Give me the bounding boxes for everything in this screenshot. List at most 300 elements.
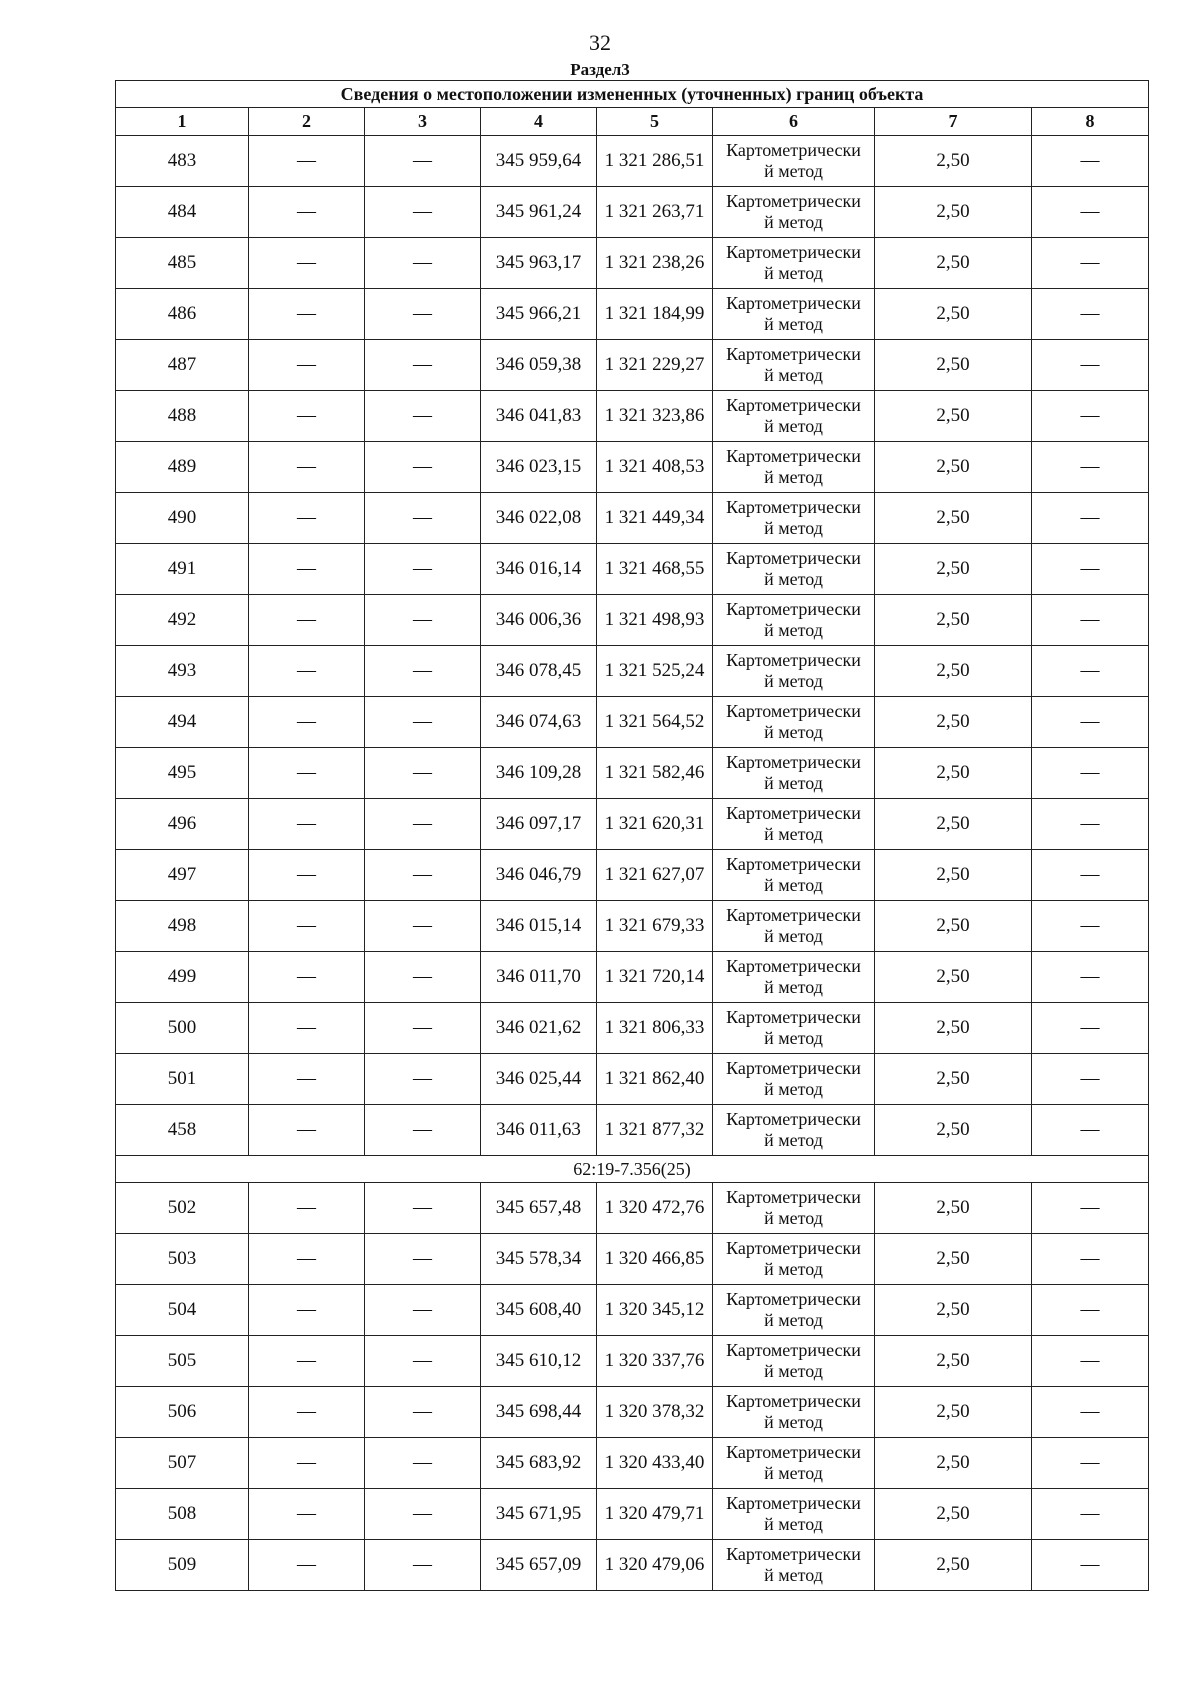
accuracy-cell: 2,50 xyxy=(875,646,1032,697)
point-number-cell: 484 xyxy=(116,187,249,238)
x-coordinate-cell: 346 046,79 xyxy=(481,850,597,901)
y-coordinate-cell: 1 321 229,27 xyxy=(597,340,713,391)
table-row xyxy=(116,1285,1149,1336)
table-row xyxy=(116,238,1149,289)
dash-cell: — xyxy=(365,1183,481,1234)
method-line1: Картометрически xyxy=(726,1442,861,1462)
y-coordinate-cell: 1 321 582,46 xyxy=(597,748,713,799)
dash-cell: — xyxy=(365,595,481,646)
method-cell xyxy=(713,697,875,748)
accuracy-cell: 2,50 xyxy=(875,1438,1032,1489)
accuracy-cell: 2,50 xyxy=(875,187,1032,238)
accuracy-cell: 2,50 xyxy=(875,340,1032,391)
point-number-cell: 493 xyxy=(116,646,249,697)
dash-cell: — xyxy=(365,1003,481,1054)
method-line2: й метод xyxy=(764,1463,823,1483)
method-line1: Картометрически xyxy=(726,497,861,517)
point-number-cell: 506 xyxy=(116,1387,249,1438)
method-line2: й метод xyxy=(764,1361,823,1381)
method-line2: й метод xyxy=(764,1028,823,1048)
method-cell xyxy=(713,1387,875,1438)
column-header: 2 xyxy=(249,108,365,136)
point-number-cell: 503 xyxy=(116,1234,249,1285)
method-cell xyxy=(713,1489,875,1540)
dash-cell: — xyxy=(249,1438,365,1489)
table-row xyxy=(116,1234,1149,1285)
dash-cell: — xyxy=(249,1489,365,1540)
dash-cell: — xyxy=(249,901,365,952)
x-coordinate-cell: 346 015,14 xyxy=(481,901,597,952)
dash-cell: — xyxy=(249,1183,365,1234)
y-coordinate-cell: 1 321 862,40 xyxy=(597,1054,713,1105)
table-row xyxy=(116,136,1149,187)
table-row xyxy=(116,748,1149,799)
accuracy-cell: 2,50 xyxy=(875,1183,1032,1234)
accuracy-cell: 2,50 xyxy=(875,697,1032,748)
dash-cell: — xyxy=(249,697,365,748)
y-coordinate-cell: 1 321 679,33 xyxy=(597,901,713,952)
boundary-points-table xyxy=(115,80,1149,1591)
dash-cell: — xyxy=(1032,748,1149,799)
accuracy-cell: 2,50 xyxy=(875,544,1032,595)
method-line2: й метод xyxy=(764,365,823,385)
x-coordinate-cell: 346 025,44 xyxy=(481,1054,597,1105)
table-caption-row xyxy=(116,81,1149,108)
x-coordinate-cell: 345 683,92 xyxy=(481,1438,597,1489)
method-line1: Картометрически xyxy=(726,140,861,160)
method-cell xyxy=(713,136,875,187)
table-row xyxy=(116,799,1149,850)
column-header: 3 xyxy=(365,108,481,136)
dash-cell: — xyxy=(365,136,481,187)
x-coordinate-cell: 345 610,12 xyxy=(481,1336,597,1387)
point-number-cell: 497 xyxy=(116,850,249,901)
point-number-cell: 498 xyxy=(116,901,249,952)
point-number-cell: 491 xyxy=(116,544,249,595)
dash-cell: — xyxy=(365,646,481,697)
point-number-cell: 505 xyxy=(116,1336,249,1387)
y-coordinate-cell: 1 321 564,52 xyxy=(597,697,713,748)
table-row xyxy=(116,544,1149,595)
table-row xyxy=(116,850,1149,901)
accuracy-cell: 2,50 xyxy=(875,136,1032,187)
dash-cell: — xyxy=(249,1336,365,1387)
table-row xyxy=(116,1003,1149,1054)
method-cell xyxy=(713,799,875,850)
dash-cell: — xyxy=(1032,952,1149,1003)
x-coordinate-cell: 346 011,70 xyxy=(481,952,597,1003)
method-line2: й метод xyxy=(764,467,823,487)
y-coordinate-cell: 1 321 620,31 xyxy=(597,799,713,850)
method-cell xyxy=(713,391,875,442)
method-line2: й метод xyxy=(764,824,823,844)
x-coordinate-cell: 346 078,45 xyxy=(481,646,597,697)
dash-cell: — xyxy=(365,1336,481,1387)
table-row xyxy=(116,646,1149,697)
dash-cell: — xyxy=(249,1234,365,1285)
dash-cell: — xyxy=(249,799,365,850)
dash-cell: — xyxy=(365,901,481,952)
method-line1: Картометрически xyxy=(726,1340,861,1360)
method-line2: й метод xyxy=(764,263,823,283)
point-number-cell: 499 xyxy=(116,952,249,1003)
method-line2: й метод xyxy=(764,1565,823,1585)
dash-cell: — xyxy=(365,1054,481,1105)
dash-cell: — xyxy=(1032,1285,1149,1336)
table-row xyxy=(116,1183,1149,1234)
dash-cell: — xyxy=(1032,1438,1149,1489)
x-coordinate-cell: 345 698,44 xyxy=(481,1387,597,1438)
method-cell xyxy=(713,1438,875,1489)
x-coordinate-cell: 345 963,17 xyxy=(481,238,597,289)
y-coordinate-cell: 1 321 627,07 xyxy=(597,850,713,901)
accuracy-cell: 2,50 xyxy=(875,952,1032,1003)
method-line2: й метод xyxy=(764,1079,823,1099)
table-row xyxy=(116,1387,1149,1438)
dash-cell: — xyxy=(365,187,481,238)
dash-cell: — xyxy=(1032,1105,1149,1156)
dash-cell: — xyxy=(365,952,481,1003)
point-number-cell: 486 xyxy=(116,289,249,340)
dash-cell: — xyxy=(1032,646,1149,697)
column-header: 8 xyxy=(1032,108,1149,136)
table-row xyxy=(116,952,1149,1003)
dash-cell: — xyxy=(365,1105,481,1156)
dash-cell: — xyxy=(249,544,365,595)
dash-cell: — xyxy=(249,340,365,391)
method-cell xyxy=(713,901,875,952)
method-cell xyxy=(713,1336,875,1387)
method-cell xyxy=(713,289,875,340)
block2-header xyxy=(116,1156,1149,1183)
y-coordinate-cell: 1 321 806,33 xyxy=(597,1003,713,1054)
point-number-cell: 490 xyxy=(116,493,249,544)
table-row xyxy=(116,289,1149,340)
x-coordinate-cell: 346 097,17 xyxy=(481,799,597,850)
table-row xyxy=(116,391,1149,442)
method-cell xyxy=(713,952,875,1003)
method-line2: й метод xyxy=(764,977,823,997)
method-line1: Картометрически xyxy=(726,446,861,466)
dash-cell: — xyxy=(365,493,481,544)
method-line1: Картометрически xyxy=(726,1238,861,1258)
dash-cell: — xyxy=(249,1003,365,1054)
y-coordinate-cell: 1 321 323,86 xyxy=(597,391,713,442)
x-coordinate-cell: 345 657,09 xyxy=(481,1540,597,1591)
method-cell xyxy=(713,187,875,238)
accuracy-cell: 2,50 xyxy=(875,850,1032,901)
table-row xyxy=(116,1336,1149,1387)
dash-cell: — xyxy=(1032,442,1149,493)
method-line1: Картометрически xyxy=(726,395,861,415)
method-line2: й метод xyxy=(764,518,823,538)
x-coordinate-cell: 346 021,62 xyxy=(481,1003,597,1054)
dash-cell: — xyxy=(249,646,365,697)
dash-cell: — xyxy=(1032,544,1149,595)
y-coordinate-cell: 1 321 720,14 xyxy=(597,952,713,1003)
method-line2: й метод xyxy=(764,620,823,640)
dash-cell: — xyxy=(365,1285,481,1336)
x-coordinate-cell: 346 041,83 xyxy=(481,391,597,442)
dash-cell: — xyxy=(365,748,481,799)
dash-cell: — xyxy=(249,493,365,544)
method-line1: Картометрически xyxy=(726,548,861,568)
y-coordinate-cell: 1 320 479,71 xyxy=(597,1489,713,1540)
dash-cell: — xyxy=(249,1105,365,1156)
dash-cell: — xyxy=(249,238,365,289)
point-number-cell: 496 xyxy=(116,799,249,850)
accuracy-cell: 2,50 xyxy=(875,1387,1032,1438)
dash-cell: — xyxy=(365,697,481,748)
dash-cell: — xyxy=(365,289,481,340)
method-cell xyxy=(713,595,875,646)
column-header: 5 xyxy=(597,108,713,136)
point-number-cell: 494 xyxy=(116,697,249,748)
y-coordinate-cell: 1 321 286,51 xyxy=(597,136,713,187)
dash-cell: — xyxy=(249,1054,365,1105)
accuracy-cell: 2,50 xyxy=(875,901,1032,952)
method-line2: й метод xyxy=(764,1259,823,1279)
y-coordinate-cell: 1 320 378,32 xyxy=(597,1387,713,1438)
point-number-cell: 489 xyxy=(116,442,249,493)
x-coordinate-cell: 345 959,64 xyxy=(481,136,597,187)
y-coordinate-cell: 1 321 877,32 xyxy=(597,1105,713,1156)
method-line1: Картометрически xyxy=(726,1391,861,1411)
point-number-cell: 487 xyxy=(116,340,249,391)
dash-cell: — xyxy=(365,799,481,850)
method-line2: й метод xyxy=(764,161,823,181)
method-cell xyxy=(713,442,875,493)
dash-cell: — xyxy=(1032,289,1149,340)
dash-cell: — xyxy=(1032,901,1149,952)
method-cell xyxy=(713,1183,875,1234)
accuracy-cell: 2,50 xyxy=(875,493,1032,544)
method-line1: Картометрически xyxy=(726,1493,861,1513)
x-coordinate-cell: 345 657,48 xyxy=(481,1183,597,1234)
point-number-cell: 501 xyxy=(116,1054,249,1105)
dash-cell: — xyxy=(365,544,481,595)
accuracy-cell: 2,50 xyxy=(875,1234,1032,1285)
method-line2: й метод xyxy=(764,1514,823,1534)
dash-cell: — xyxy=(1032,799,1149,850)
method-cell xyxy=(713,748,875,799)
point-number-cell: 502 xyxy=(116,1183,249,1234)
method-line2: й метод xyxy=(764,1130,823,1150)
method-line2: й метод xyxy=(764,1412,823,1432)
dash-cell: — xyxy=(1032,1183,1149,1234)
method-cell xyxy=(713,493,875,544)
dash-cell: — xyxy=(249,289,365,340)
accuracy-cell: 2,50 xyxy=(875,391,1032,442)
block2-body xyxy=(116,1183,1149,1591)
dash-cell: — xyxy=(1032,136,1149,187)
dash-cell: — xyxy=(249,1285,365,1336)
point-number-cell: 458 xyxy=(116,1105,249,1156)
table-row xyxy=(116,697,1149,748)
x-coordinate-cell: 345 578,34 xyxy=(481,1234,597,1285)
accuracy-cell: 2,50 xyxy=(875,1105,1032,1156)
dash-cell: — xyxy=(365,442,481,493)
dash-cell: — xyxy=(1032,391,1149,442)
table-row xyxy=(116,493,1149,544)
method-line1: Картометрически xyxy=(726,599,861,619)
dash-cell: — xyxy=(1032,340,1149,391)
method-line2: й метод xyxy=(764,773,823,793)
column-header: 6 xyxy=(713,108,875,136)
point-number-cell: 488 xyxy=(116,391,249,442)
method-line2: й метод xyxy=(764,722,823,742)
y-coordinate-cell: 1 321 468,55 xyxy=(597,544,713,595)
method-cell xyxy=(713,238,875,289)
x-coordinate-cell: 346 059,38 xyxy=(481,340,597,391)
point-number-cell: 495 xyxy=(116,748,249,799)
dash-cell: — xyxy=(1032,850,1149,901)
method-line1: Картометрически xyxy=(726,956,861,976)
table-caption: Сведения о местоположении измененных (уточненных) границ объекта xyxy=(116,81,1149,108)
y-coordinate-cell: 1 320 337,76 xyxy=(597,1336,713,1387)
method-line2: й метод xyxy=(764,416,823,436)
y-coordinate-cell: 1 321 525,24 xyxy=(597,646,713,697)
column-header: 1 xyxy=(116,108,249,136)
dash-cell: — xyxy=(365,340,481,391)
x-coordinate-cell: 346 109,28 xyxy=(481,748,597,799)
y-coordinate-cell: 1 320 466,85 xyxy=(597,1234,713,1285)
method-cell xyxy=(713,1285,875,1336)
column-header-row xyxy=(116,108,1149,136)
table-row xyxy=(116,595,1149,646)
dash-cell: — xyxy=(1032,238,1149,289)
dash-cell: — xyxy=(249,442,365,493)
dash-cell: — xyxy=(365,1438,481,1489)
x-coordinate-cell: 346 011,63 xyxy=(481,1105,597,1156)
dash-cell: — xyxy=(249,1387,365,1438)
table-row xyxy=(116,1540,1149,1591)
table-row xyxy=(116,340,1149,391)
table-row xyxy=(116,1054,1149,1105)
method-cell xyxy=(713,1105,875,1156)
method-line2: й метод xyxy=(764,671,823,691)
point-number-cell: 483 xyxy=(116,136,249,187)
y-coordinate-cell: 1 321 263,71 xyxy=(597,187,713,238)
y-coordinate-cell: 1 321 408,53 xyxy=(597,442,713,493)
y-coordinate-cell: 1 321 449,34 xyxy=(597,493,713,544)
dash-cell: — xyxy=(1032,1489,1149,1540)
table-row xyxy=(116,442,1149,493)
dash-cell: — xyxy=(1032,1540,1149,1591)
dash-cell: — xyxy=(365,1540,481,1591)
dash-cell: — xyxy=(365,1234,481,1285)
point-number-cell: 504 xyxy=(116,1285,249,1336)
point-number-cell: 509 xyxy=(116,1540,249,1591)
point-number-cell: 507 xyxy=(116,1438,249,1489)
x-coordinate-cell: 346 023,15 xyxy=(481,442,597,493)
method-line1: Картометрически xyxy=(726,1544,861,1564)
table-row xyxy=(116,187,1149,238)
method-cell xyxy=(713,340,875,391)
accuracy-cell: 2,50 xyxy=(875,1054,1032,1105)
section-title: Раздел3 xyxy=(570,60,630,79)
method-line1: Картометрически xyxy=(726,1109,861,1129)
y-coordinate-cell: 1 321 498,93 xyxy=(597,595,713,646)
dash-cell: — xyxy=(1032,493,1149,544)
method-line1: Картометрически xyxy=(726,905,861,925)
point-number-cell: 492 xyxy=(116,595,249,646)
method-line1: Картометрически xyxy=(726,752,861,772)
page-number: 32 xyxy=(589,30,611,55)
y-coordinate-cell: 1 320 472,76 xyxy=(597,1183,713,1234)
table-row xyxy=(116,1489,1149,1540)
method-cell xyxy=(713,1540,875,1591)
dash-cell: — xyxy=(249,391,365,442)
dash-cell: — xyxy=(365,238,481,289)
accuracy-cell: 2,50 xyxy=(875,289,1032,340)
method-line1: Картометрически xyxy=(726,854,861,874)
method-cell xyxy=(713,1054,875,1105)
method-cell xyxy=(713,850,875,901)
accuracy-cell: 2,50 xyxy=(875,748,1032,799)
dash-cell: — xyxy=(365,391,481,442)
dash-cell: — xyxy=(249,595,365,646)
method-line2: й метод xyxy=(764,1208,823,1228)
method-line1: Картометрически xyxy=(726,1058,861,1078)
dash-cell: — xyxy=(249,187,365,238)
point-number-cell: 500 xyxy=(116,1003,249,1054)
accuracy-cell: 2,50 xyxy=(875,595,1032,646)
y-coordinate-cell: 1 321 238,26 xyxy=(597,238,713,289)
dash-cell: — xyxy=(1032,1387,1149,1438)
method-line1: Картометрически xyxy=(726,1187,861,1207)
dash-cell: — xyxy=(1032,595,1149,646)
parcel-label-row xyxy=(116,1156,1149,1183)
y-coordinate-cell: 1 320 479,06 xyxy=(597,1540,713,1591)
accuracy-cell: 2,50 xyxy=(875,1489,1032,1540)
method-cell xyxy=(713,1003,875,1054)
table-row xyxy=(116,1438,1149,1489)
accuracy-cell: 2,50 xyxy=(875,1285,1032,1336)
table-row xyxy=(116,901,1149,952)
x-coordinate-cell: 345 608,40 xyxy=(481,1285,597,1336)
method-line1: Картометрически xyxy=(726,191,861,211)
dash-cell: — xyxy=(249,1540,365,1591)
method-line1: Картометрически xyxy=(726,701,861,721)
point-number-cell: 508 xyxy=(116,1489,249,1540)
dash-cell: — xyxy=(1032,697,1149,748)
column-header: 4 xyxy=(481,108,597,136)
dash-cell: — xyxy=(249,952,365,1003)
method-line1: Картометрически xyxy=(726,293,861,313)
method-line1: Картометрически xyxy=(726,803,861,823)
accuracy-cell: 2,50 xyxy=(875,238,1032,289)
accuracy-cell: 2,50 xyxy=(875,442,1032,493)
dash-cell: — xyxy=(1032,1234,1149,1285)
parcel-label: 62:19-7.356(25) xyxy=(116,1156,1149,1183)
method-cell xyxy=(713,1234,875,1285)
y-coordinate-cell: 1 321 184,99 xyxy=(597,289,713,340)
method-line2: й метод xyxy=(764,926,823,946)
x-coordinate-cell: 345 961,24 xyxy=(481,187,597,238)
method-line2: й метод xyxy=(764,1310,823,1330)
x-coordinate-cell: 346 016,14 xyxy=(481,544,597,595)
accuracy-cell: 2,50 xyxy=(875,799,1032,850)
x-coordinate-cell: 346 006,36 xyxy=(481,595,597,646)
method-line1: Картометрически xyxy=(726,650,861,670)
method-cell xyxy=(713,544,875,595)
dash-cell: — xyxy=(1032,187,1149,238)
point-number-cell: 485 xyxy=(116,238,249,289)
y-coordinate-cell: 1 320 433,40 xyxy=(597,1438,713,1489)
method-line1: Картометрически xyxy=(726,242,861,262)
accuracy-cell: 2,50 xyxy=(875,1540,1032,1591)
